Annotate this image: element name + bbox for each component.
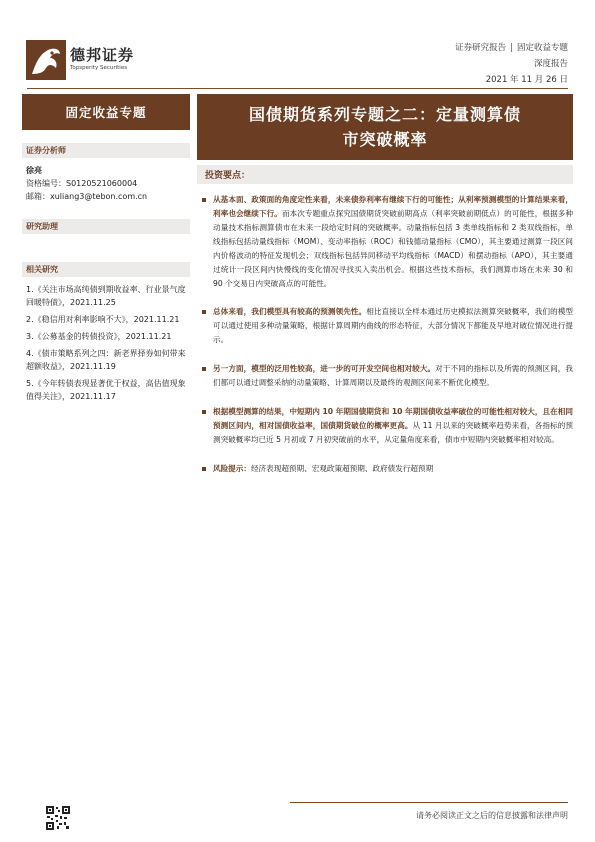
key-point-paragraph: [197, 362, 573, 390]
analyst-email[interactable]: 邮箱：xuliang3@tebon.com.cn: [26, 192, 148, 201]
sidebar: [22, 94, 190, 407]
analyst-section-label: 证券分析师: [22, 143, 190, 158]
analyst-info: [22, 164, 190, 203]
related-research-item[interactable]: 4.《债市策略系列之四：新老界择券如何带来超额收益》，2021.11.19: [26, 349, 186, 371]
key-point-emphasis: 从基本面、政策面的角度定性来看，未来债券利率有继续下行的可能性；从利率预测模型的计算结果来看，利率也会继续下行。: [213, 195, 573, 218]
square-bullet-icon: [202, 367, 206, 371]
related-research-label: 相关研究: [22, 262, 190, 277]
qr-code-icon: [46, 806, 70, 830]
report-date: 2021 年 11 月 26 日: [485, 75, 568, 85]
square-bullet-icon: [202, 310, 206, 314]
logo-mark-icon: [26, 40, 66, 80]
key-point-emphasis: 根据模型测算的结果，中短期内 10 年期国债期货和 10 年期国债收益率破位的可能性相对较大，且在相同预测区间内，相对国债收益率，国债期货破位的概率更高。: [213, 407, 573, 430]
report-topic: 固定收益专题: [516, 43, 568, 53]
risk-warning-text: 经济表现超预期、宏观政策超预期、政府债发行超预期: [250, 464, 434, 473]
related-research-item[interactable]: 5.《今年转债表现显著优于权益，高估值现象值得关注》，2021.11.17: [26, 379, 186, 401]
footer-disclaimer: 请务必阅读正文之后的信息披露和法律声明: [416, 811, 568, 820]
square-bullet-icon: [202, 198, 206, 202]
logo-name: 德邦证券: [70, 46, 135, 64]
investment-points-header: [197, 165, 573, 184]
report-title-line-2: 市突破概率: [342, 130, 428, 149]
header-divider: [27, 88, 568, 89]
key-point-emphasis: 另一方面，模型的泛用性较高，进一步的可开发空间也相对较大。: [213, 364, 436, 373]
key-point-paragraph: [197, 193, 573, 291]
analyst-name: 徐亮: [26, 166, 42, 175]
assistant-section-label: 研究助理: [22, 219, 190, 234]
square-bullet-icon: [202, 410, 206, 414]
investment-points-body: [197, 193, 573, 491]
report-meta: [455, 40, 568, 88]
related-research-item[interactable]: 3.《公募基金的转债投资》，2021.11.21: [26, 332, 172, 341]
square-bullet-icon: [202, 467, 206, 471]
report-category: 证券研究报告: [455, 43, 507, 53]
report-title-line-1: 国债期货系列专题之二：定量测算债: [248, 105, 521, 124]
key-point-text: 相比直接以全样本通过历史模拟法测算突破概率，我们的模型可以通过使用多种动量策略，根据计算周期内曲线的形态特征，大部分情况下都能及早地对破位情况进行提示。: [213, 307, 573, 344]
key-point-paragraph: [197, 405, 573, 447]
related-research-list: [22, 283, 190, 403]
key-point-text: 对于不同的指标以及所需的预测区间，我们都可以通过调整采纳的动量策略、计算周期以及最终的观测区间来不断优化模型。: [213, 364, 574, 387]
analyst-certificate: 资格编号：S0120521060004: [26, 179, 138, 188]
report-title: [197, 94, 573, 160]
risk-warning-paragraph: [197, 462, 573, 476]
sidebar-banner: 固定收益专题: [22, 94, 190, 130]
related-research-item[interactable]: 2.《稳信用对利率影响不大》，2021.11.21: [26, 315, 180, 324]
logo-english-name: Topsperity Securities: [70, 65, 128, 71]
report-type: 深度报告: [533, 59, 568, 69]
report-category-line: [455, 40, 568, 56]
separator: |: [510, 43, 513, 53]
company-logo: [26, 40, 146, 80]
key-point-paragraph: [197, 305, 573, 347]
investment-points-label: 投资要点：: [205, 171, 251, 181]
key-point-text: 而本次专题重点探究国债期货突破前期高点（利率突破前期低点）的可能性，根据多种动量技术指标测算债市在未来一段给定时间的突破概率。动量指标包括 3 类单线指标和 2 类双线指标，单线指标包括动量线指标（MOM）、变动率指标（ROC）和钱德动量指标（CMO），其主要通过测算一段区间内价格波动的特征发现机会；双线指标包括异同移动平均线指标（MACD）和摆动指标（APO），其主要通过统计一段区间内快慢线的变化情况寻找买入卖出机会。根据这些技术指标，我们测算市场在未来 30 和 90 个交易日内突破高点的可能性。: [213, 209, 573, 288]
related-research-item[interactable]: 1.《关注市场高纯债到期收益率、行业景气度回暖特债》，2021.11.25: [26, 285, 186, 307]
risk-warning-label: 风险提示：: [213, 464, 251, 473]
key-point-emphasis: 总体来看，我们模型具有较高的预测领先性。: [213, 307, 367, 316]
key-point-text: 从 11 月以来的突破概率趋势来看，各指标的预测突破概率均已近 5 月初或 7 月初突破前的水平，从定量角度来看，债市中短期内突破概率相对较高。: [213, 421, 573, 444]
footer-divider: [290, 802, 568, 803]
